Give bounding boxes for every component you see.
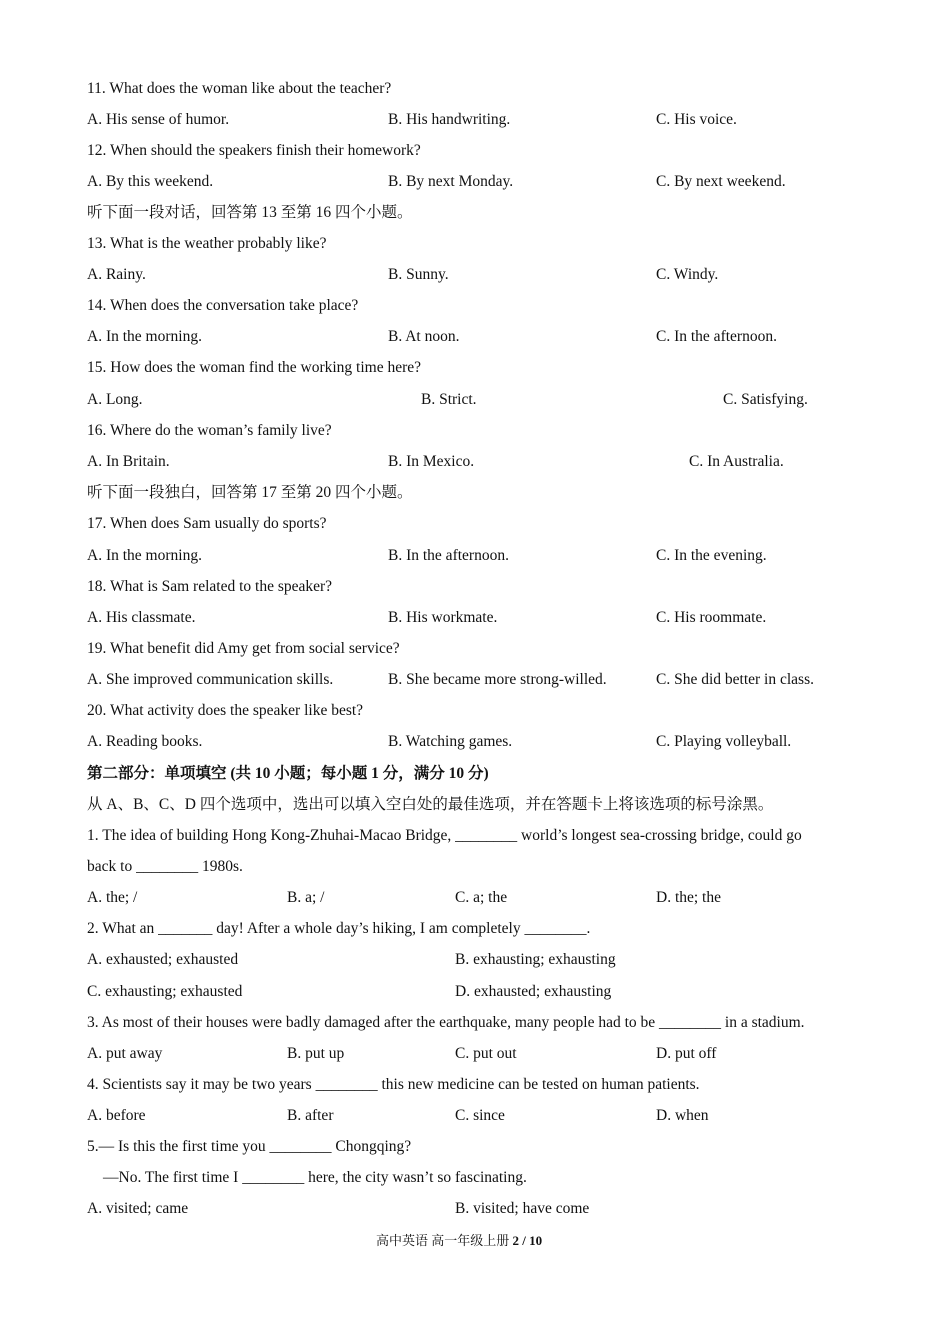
q19-option-b: B. She became more strong-willed. bbox=[388, 671, 607, 688]
p2-q1-option-b: B. a; / bbox=[287, 889, 325, 906]
q12-option-b: B. By next Monday. bbox=[388, 173, 514, 190]
p2-q5-option-a: A. visited; came bbox=[87, 1200, 189, 1217]
p2-q3-stem: 3. As most of their houses were badly damaged after the earthquake, many people had to be ________ in a stadium. bbox=[87, 1014, 805, 1031]
p2-q2-option-d: D. exhausted; exhausting bbox=[455, 983, 612, 1000]
p2-q3-option-c: C. put out bbox=[455, 1045, 517, 1062]
q18-option-c: C. His roommate. bbox=[656, 609, 767, 626]
q16-option-a: A. In Britain. bbox=[87, 453, 170, 470]
q13-option-c: C. Windy. bbox=[656, 266, 719, 283]
q17-stem: 17. When does Sam usually do sports? bbox=[87, 515, 327, 532]
p2-q4-option-a: A. before bbox=[87, 1107, 146, 1124]
q20-option-b: B. Watching games. bbox=[388, 733, 513, 750]
q11-stem: 11. What does the woman like about the teacher? bbox=[87, 80, 392, 97]
p2-q5-stem-line1: 5.— Is this the first time you ________ Chongqing? bbox=[87, 1138, 412, 1155]
q15-option-c: C. Satisfying. bbox=[723, 391, 808, 408]
q16-option-c: C. In Australia. bbox=[689, 453, 784, 470]
page-footer bbox=[376, 1230, 542, 1249]
q20-option-a: A. Reading books. bbox=[87, 733, 203, 750]
q16-option-b: B. In Mexico. bbox=[388, 453, 475, 470]
q11-option-c: C. His voice. bbox=[656, 111, 737, 128]
q17-option-c: C. In the evening. bbox=[656, 547, 767, 564]
q17-option-a: A. In the morning. bbox=[87, 547, 202, 564]
p2-q4-option-d: D. when bbox=[656, 1107, 709, 1124]
q20-option-c: C. Playing volleyball. bbox=[656, 733, 792, 750]
q19-option-c: C. She did better in class. bbox=[656, 671, 814, 688]
footer-page-number: 2 bbox=[512, 1233, 520, 1248]
p2-q4-stem: 4. Scientists say it may be two years ________ this new medicine can be tested on human patients. bbox=[87, 1076, 700, 1093]
p2-q5-option-b: B. visited; have come bbox=[455, 1200, 590, 1217]
q15-stem: 15. How does the woman find the working time here? bbox=[87, 359, 422, 376]
q20-stem: 20. What activity does the speaker like best? bbox=[87, 702, 364, 719]
q12-stem: 12. When should the speakers finish their homework? bbox=[87, 142, 421, 159]
p2-q5-stem-line2: —No. The first time I ________ here, the city wasn’t so fascinating. bbox=[103, 1169, 527, 1186]
q14-option-c: C. In the afternoon. bbox=[656, 328, 777, 345]
q16-stem: 16. Where do the woman’s family live? bbox=[87, 422, 332, 439]
q12-option-c: C. By next weekend. bbox=[656, 173, 786, 190]
footer-separator: / bbox=[522, 1233, 526, 1248]
q13-stem: 13. What is the weather probably like? bbox=[87, 235, 327, 252]
q18-stem: 18. What is Sam related to the speaker? bbox=[87, 578, 333, 595]
p2-q1-stem-line2: back to ________ 1980s. bbox=[87, 858, 243, 875]
q11-option-a: A. His sense of humor. bbox=[87, 111, 230, 128]
part2-instruction: 从 A、B、C、D 四个选项中，选出可以填入空白处的最佳选项，并在答题卡上将该选项的标号涂黑。 bbox=[87, 796, 774, 813]
q14-stem: 14. When does the conversation take place? bbox=[87, 297, 359, 314]
q12-option-a: A. By this weekend. bbox=[87, 173, 214, 190]
p2-q3-option-d: D. put off bbox=[656, 1045, 717, 1062]
q14-option-b: B. At noon. bbox=[388, 328, 460, 345]
p2-q2-option-b: B. exhausting; exhausting bbox=[455, 951, 616, 968]
footer-title: 高中英语 高一年级上册 bbox=[376, 1233, 510, 1248]
p2-q2-option-a: A. exhausted; exhausted bbox=[87, 951, 239, 968]
q15-option-b: B. Strict. bbox=[421, 391, 477, 408]
q18-option-b: B. His workmate. bbox=[388, 609, 498, 626]
p2-q1-stem-line1: 1. The idea of building Hong Kong-Zhuhai-Macao Bridge, ________ world’s longest sea-crossing bridge, could go bbox=[87, 827, 802, 844]
q17-option-b: B. In the afternoon. bbox=[388, 547, 509, 564]
q19-option-a: A. She improved communication skills. bbox=[87, 671, 334, 688]
footer-total-pages: 10 bbox=[529, 1233, 543, 1248]
q13-option-b: B. Sunny. bbox=[388, 266, 449, 283]
p2-q1-option-c: C. a; the bbox=[455, 889, 508, 906]
q18-option-a: A. His classmate. bbox=[87, 609, 196, 626]
part2-heading: 第二部分：单项填空 (共 10 小题；每小题 1 分，满分 10 分) bbox=[87, 765, 489, 782]
p2-q3-option-b: B. put up bbox=[287, 1045, 345, 1062]
p2-q2-option-c: C. exhausting; exhausted bbox=[87, 983, 243, 1000]
p2-q4-option-c: C. since bbox=[455, 1107, 505, 1124]
q11-option-b: B. His handwriting. bbox=[388, 111, 511, 128]
p2-q2-stem: 2. What an _______ day! After a whole day’s hiking, I am completely ________. bbox=[87, 920, 591, 937]
monologue-instruction: 听下面一段独白，回答第 17 至第 20 四个小题。 bbox=[87, 484, 413, 501]
p2-q4-option-b: B. after bbox=[287, 1107, 334, 1124]
p2-q1-option-a: A. the; / bbox=[87, 889, 138, 906]
dialog-instruction: 听下面一段对话，回答第 13 至第 16 四个小题。 bbox=[87, 204, 413, 221]
p2-q1-option-d: D. the; the bbox=[656, 889, 721, 906]
q15-option-a: A. Long. bbox=[87, 391, 143, 408]
q19-stem: 19. What benefit did Amy get from social service? bbox=[87, 640, 400, 657]
q14-option-a: A. In the morning. bbox=[87, 328, 202, 345]
p2-q3-option-a: A. put away bbox=[87, 1045, 163, 1062]
q13-option-a: A. Rainy. bbox=[87, 266, 146, 283]
